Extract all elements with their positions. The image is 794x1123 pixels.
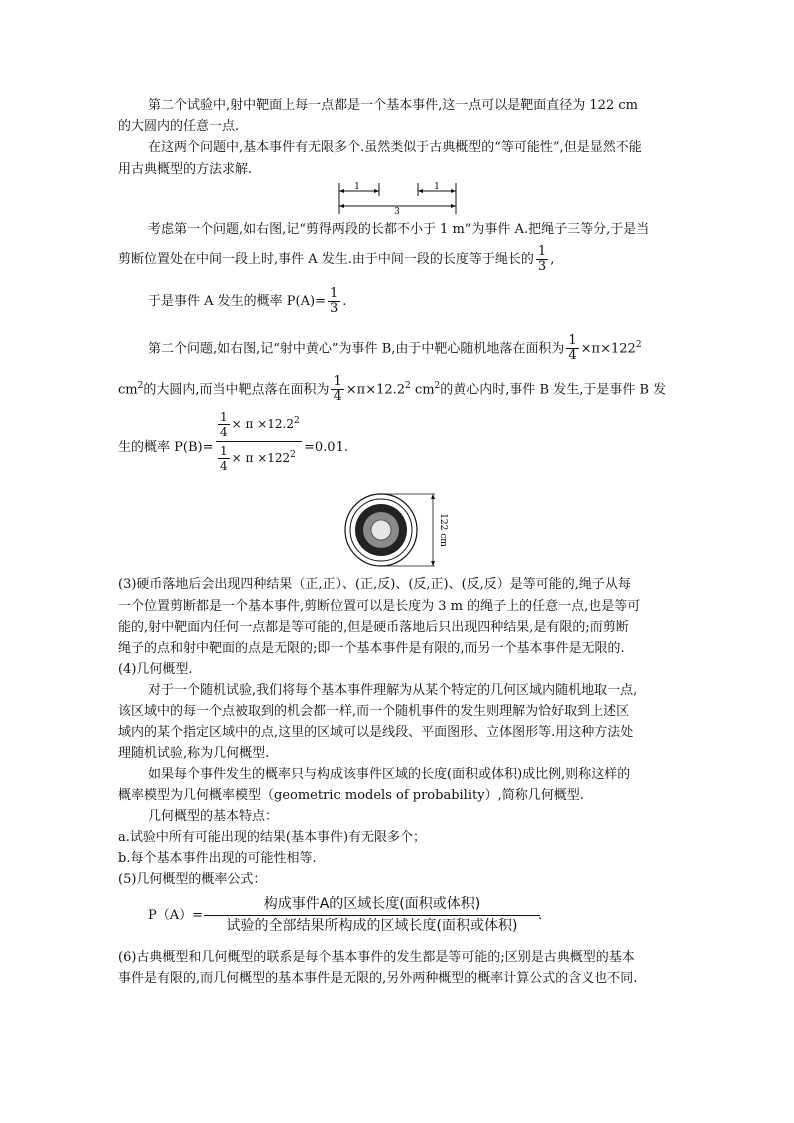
paragraph-line: 几何概型的基本特点：	[148, 809, 279, 824]
paragraph-line	[118, 245, 554, 275]
fraction	[566, 334, 578, 363]
text-run: × π ×12.2	[231, 417, 294, 431]
section-heading: (5)几何概型的概率公式：	[118, 872, 267, 887]
text-run: 的黄心内时,事件 B 发生,于是事件 B 发	[440, 382, 667, 398]
text-run: cm	[118, 382, 138, 398]
paragraph-line: 用古典概型的方法求解.	[118, 162, 253, 177]
fraction	[331, 375, 343, 404]
diameter-label: 122 cm	[438, 513, 448, 547]
paragraph-line: 概率模型为几何概率模型（geometric models of probability）,简称几何概型.	[118, 788, 584, 803]
text-run: ×π×12.2	[345, 382, 406, 398]
section-heading: (4)几何概型.	[118, 662, 193, 677]
text-run: .	[342, 294, 347, 309]
probability-fraction	[216, 410, 302, 473]
fraction	[328, 287, 340, 316]
formula-period: .	[538, 908, 543, 923]
paragraph-line: 考虑第一个问题,如右图,记“剪得两段的长都不小于 1 m”为事件 A.把绳子三等分,于是当	[148, 222, 650, 237]
paragraph-line: 绳子的点和射中靶面的点是无限的;即一个基本事件是有限的,而另一个基本事件是无限的.	[118, 641, 625, 656]
paragraph-line: 一个位置剪断都是一个基本事件,剪断位置可以是长度为 3 m 的绳子上的任意一点,也是等可	[118, 599, 641, 614]
paragraph-line: 能的,射中靶面内任何一点都是等可能的,但是硬币落地后只出现四种结果,是有限的;而剪断	[118, 620, 629, 635]
paragraph-line: 在这两个问题中,基本事件有无限多个.虽然类似于古典概型的“等可能性”,但是显然不能	[148, 140, 642, 155]
segment-left-label: 1	[354, 182, 360, 192]
paragraph-line: 如果每个事件发生的概率只与构成该事件区域的长度(面积或体积)成比例,则称这样的	[148, 767, 631, 782]
bullseye	[371, 520, 391, 540]
superscript: 2	[293, 416, 300, 426]
probability-formula	[204, 894, 543, 936]
total-length-label: 3	[394, 207, 400, 216]
paragraph-line	[148, 287, 346, 317]
big-fraction-numerator	[216, 410, 302, 442]
text-run: ,	[550, 252, 555, 267]
paragraph-line: 理随机试验,称为几何概型.	[118, 746, 270, 761]
text-run: 的大圆内,而当中靶点落在面积为	[143, 382, 330, 398]
big-fraction-denominator	[216, 442, 302, 473]
formula-lhs: P（A）=	[148, 908, 204, 923]
list-item: b.每个基本事件出现的可能性相等.	[118, 851, 317, 866]
text-run: cm	[410, 382, 435, 398]
fraction-denominator: 3	[329, 301, 339, 316]
superscript: 2	[405, 381, 411, 391]
fraction-numerator: 1	[568, 333, 577, 349]
fraction-denominator: 3	[537, 259, 547, 274]
paragraph-line: (3)硬币落地后会出现四种结果（正,正）、(正,反)、(反,正)、(反,反）是等可能的,绳子从每	[118, 577, 631, 592]
superscript: 2	[434, 381, 441, 391]
list-item: a.试验中所有可能出现的结果(基本事件)有无限多个；	[118, 830, 427, 845]
formula-denominator: 试验的全部结果所构成的区域长度(面积或体积)	[226, 918, 518, 934]
paragraph-line: 生的概率 P(B)=	[118, 440, 214, 455]
superscript: 2	[290, 450, 296, 460]
text-run: 第二个问题,如右图,记“射中黄心”为事件 B,由于中靶心随机地落在面积为	[148, 341, 565, 357]
paragraph-line: 对于一个随机试验,我们将每个基本事件理解为从某个特定的几何区域内随机地取一点,	[148, 683, 638, 698]
fraction	[218, 444, 230, 473]
fraction	[536, 245, 548, 274]
fraction-denominator: 4	[333, 389, 342, 405]
superscript: 2	[635, 340, 642, 350]
fraction-denominator: 4	[220, 459, 228, 473]
paragraph-line: =0.01.	[304, 440, 348, 455]
superscript: 2	[137, 381, 144, 391]
fraction-numerator: 1	[329, 286, 339, 301]
paragraph-line: 事件是有限的,而几何概型的基本事件是无限的,另外两种概型的概率计算公式的含义也不同.	[118, 971, 638, 986]
paragraph-line: 该区域中的每一个点被取到的机会都一样,而一个随机事件的发生则理解为恰好取到上述区	[118, 704, 630, 719]
fraction-denominator: 4	[568, 348, 577, 364]
paragraph-line	[148, 330, 642, 364]
fraction-numerator: 1	[537, 244, 547, 259]
formula-numerator: 构成事件A的区域长度(面积或体积)	[204, 894, 540, 916]
fraction-denominator: 4	[220, 425, 228, 439]
paragraph-line: (6)古典概型和几何概型的联系是每个基本事件的发生都是等可能的;区别是古典概型的基本	[118, 950, 635, 965]
fraction-numerator: 1	[333, 374, 342, 390]
target-diagram	[343, 492, 455, 572]
fraction-numerator: 1	[220, 444, 228, 458]
paragraph-line: 第二个试验中,射中靶面上每一点都是一个基本事件,这一点可以是靶面直径为 122 cm	[148, 98, 638, 113]
paragraph-line: 的大圆内的任意一点.	[118, 119, 240, 134]
paragraph-line: 域内的某个指定区域中的点,这里的区域可以是线段、平面图形、立体图形等.用这种方法处	[118, 725, 634, 740]
fraction	[218, 410, 230, 439]
paragraph-line	[118, 371, 666, 405]
rope-diagram	[335, 180, 460, 216]
text-run: 剪断位置处在中间一段上时,事件 A 发生.由于中间一段的长度等于绳长的	[118, 252, 534, 267]
fraction-numerator: 1	[220, 410, 228, 424]
text-run: ×π×122	[580, 341, 636, 357]
segment-right-label: 1	[434, 182, 440, 192]
text-run: 于是事件 A 发生的概率 P(A)=	[148, 294, 326, 309]
text-run: × π ×122	[231, 451, 291, 465]
